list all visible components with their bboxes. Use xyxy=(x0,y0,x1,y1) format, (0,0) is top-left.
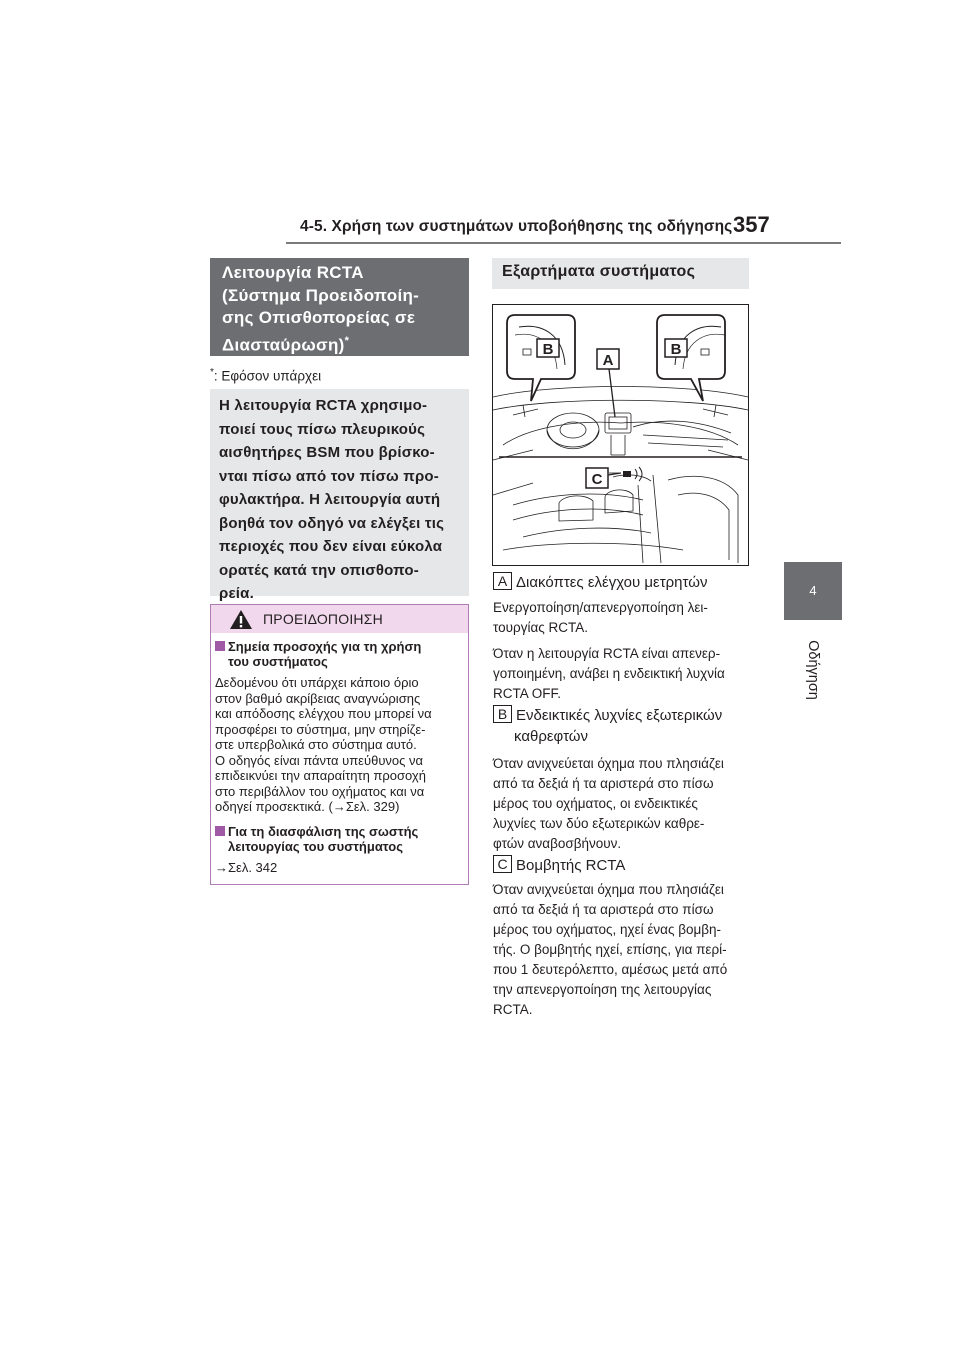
item-letter-box: A xyxy=(493,572,512,590)
components-heading-text: Εξαρτήματα συστήματος xyxy=(502,263,696,280)
warning-line: Ο οδηγός είναι πάντα υπεύθυνος να xyxy=(215,752,424,768)
warning-subheading xyxy=(215,824,418,854)
header-rule xyxy=(286,242,841,244)
intro-line: Η λειτουργία RCTA χρησιμο- xyxy=(219,397,428,414)
asterisk: * xyxy=(344,334,350,347)
rcta-heading-box xyxy=(210,258,469,356)
warning-line: στο περιβάλλον του οχήματος και να xyxy=(215,783,425,799)
intro-line: φυλακτήρα. Η λειτουργία αυτή xyxy=(219,491,441,508)
item-body-line: γοποιημένη, ανάβει η ενδεικτική λυχνία xyxy=(493,666,725,681)
intro-line: βοηθά τον οδηγό να ελέγξει τις xyxy=(219,514,445,532)
intro-line: ποιεί τους πίσω πλευρικούς xyxy=(219,420,426,438)
item-body-line: λυχνίες των δύο εξωτερικών καθρε- xyxy=(493,816,705,831)
item-b-body xyxy=(493,754,724,854)
item-c-body xyxy=(493,880,727,1020)
rcta-heading-line: (Σύστημα Προειδοποίη- xyxy=(222,285,420,305)
label-a-leader xyxy=(609,369,615,417)
warning-line: στον βαθμό ακρίβειας αναγνώρισης xyxy=(215,690,421,706)
item-body-line: Ενεργοποίηση/απενεργοποίηση λει- xyxy=(493,600,708,615)
footnote-text: : Εφόσον υπάρχει xyxy=(213,368,322,384)
chapter-label xyxy=(785,630,841,710)
warning-line: στε υπερβολικά στο σύστημα αυτό. xyxy=(215,737,417,752)
item-title-continued: καθρεφτών xyxy=(514,728,588,745)
item-body-line: RCTA OFF. xyxy=(493,686,562,701)
warning-triangle-icon xyxy=(229,609,253,630)
warning-title: ΠΡΟΕΙΔΟΠΟΙΗΣΗ xyxy=(263,611,383,627)
intro-line: ορατές κατά την οπισθοπο- xyxy=(219,561,419,579)
item-body-line: από τα δεξιά ή τα αριστερά στο πίσω xyxy=(493,776,714,791)
item-a-heading xyxy=(493,572,707,592)
warning-line: Δεδομένου ότι υπάρχει κάποιο όριο xyxy=(215,675,419,690)
warning-line: επιδεικνύει την απαραίτητη προσοχή xyxy=(215,768,426,783)
rear-seat-drawing xyxy=(493,475,738,563)
item-body-line: μέρος του οχήματος, οι ενδεικτικές xyxy=(493,796,698,811)
rcta-heading-line xyxy=(222,330,457,357)
intro-line: ρεία. xyxy=(219,585,254,602)
item-body-line: φτών αναβοσβήνουν. xyxy=(493,836,622,851)
item-body-line: Όταν ανιχνεύεται όχημα που πλησιάζει xyxy=(493,882,724,897)
item-body-line: μέρος του οχήματος, ηχεί ένας βομβη- xyxy=(493,922,722,937)
chapter-tab[interactable]: 4 xyxy=(784,562,842,620)
item-title: Βομβητής RCTA xyxy=(516,857,626,874)
components-heading xyxy=(492,258,749,289)
page-number: 357 xyxy=(733,212,770,237)
item-body-line: Όταν η λειτουργία RCTA είναι απενερ- xyxy=(493,646,721,661)
square-bullet-icon xyxy=(215,641,225,651)
page-reference-link[interactable]: →Σελ. 342 xyxy=(215,860,278,875)
chapter-label-text: Οδήγηση xyxy=(805,640,821,700)
figure-label-a: A xyxy=(602,352,614,369)
warning-subheading-text: Για τη διασφάλιση της σωστής xyxy=(228,824,419,839)
item-title: Ενδεικτικές λυχνίες εξωτερικών xyxy=(516,707,723,724)
warning-subheading-text: του συστήματος xyxy=(228,654,328,669)
item-letter-box: C xyxy=(493,855,512,873)
item-body-line: τής. Ο βομβητής ηχεί, επίσης, για περί- xyxy=(493,942,727,957)
vehicle-illustration xyxy=(493,305,748,565)
item-b-heading xyxy=(493,705,722,725)
intro-box xyxy=(210,389,469,602)
item-a-body xyxy=(493,598,725,704)
warning-body xyxy=(215,675,432,815)
rcta-heading-text: Διασταύρωση) xyxy=(222,335,345,355)
rcta-heading-line: Λειτουργία RCTA xyxy=(222,263,364,282)
item-body-line: που 1 δευτερόλεπτο, αμέσως μετά από xyxy=(493,962,728,977)
warning-header xyxy=(211,605,468,633)
item-body-line: τουργίας RCTA. xyxy=(493,620,589,635)
item-title: Διακόπτες ελέγχου μετρητών xyxy=(516,574,708,591)
item-body-line: Όταν ανιχνεύεται όχημα που πλησιάζει xyxy=(493,756,724,771)
figure-label-b-right: B xyxy=(670,341,682,358)
intro-line: περιοχές που δεν είναι εύκολα xyxy=(219,538,443,555)
item-body-line: από τα δεξιά ή τα αριστερά στο πίσω xyxy=(493,902,714,917)
warning-subheading-text: λειτουργίας του συστήματος xyxy=(228,839,403,854)
components-figure xyxy=(492,304,749,566)
figure-label-b-left: B xyxy=(542,341,554,358)
item-body-line: RCTA. xyxy=(493,1002,533,1017)
warning-box xyxy=(210,604,469,885)
item-letter-box: B xyxy=(493,705,512,723)
warning-subheading xyxy=(215,639,421,669)
intro-line: αισθητήρες BSM που βρίσκο- xyxy=(219,444,435,461)
footnote xyxy=(210,367,321,384)
footnote-mark: * xyxy=(210,367,214,378)
warning-body xyxy=(215,860,277,876)
warning-subheading-text: Σημεία προσοχής για τη χρήση xyxy=(228,639,422,654)
item-c-heading xyxy=(493,855,625,875)
intro-line: νται πίσω από τον πίσω προ- xyxy=(219,467,439,485)
section-title: 4-5. Χρήση των συστημάτων υποβοήθησης της οδήγησης xyxy=(300,218,733,235)
warning-line: και απόδοσης ελέγχου που μπορεί να xyxy=(215,706,432,721)
right-mirror-callout xyxy=(657,315,725,401)
item-body-line: την απενεργοποίηση της λειτουργίας xyxy=(493,982,712,997)
figure-label-c: C xyxy=(591,471,603,488)
warning-line: προσφέρει το σύστημα, μην στηρίζε- xyxy=(215,721,426,737)
square-bullet-icon xyxy=(215,826,225,836)
warning-line: οδηγεί προσεκτικά. (→Σελ. 329) xyxy=(215,799,400,814)
rcta-heading-line: σης Οπισθοπορείας σε xyxy=(222,308,416,327)
